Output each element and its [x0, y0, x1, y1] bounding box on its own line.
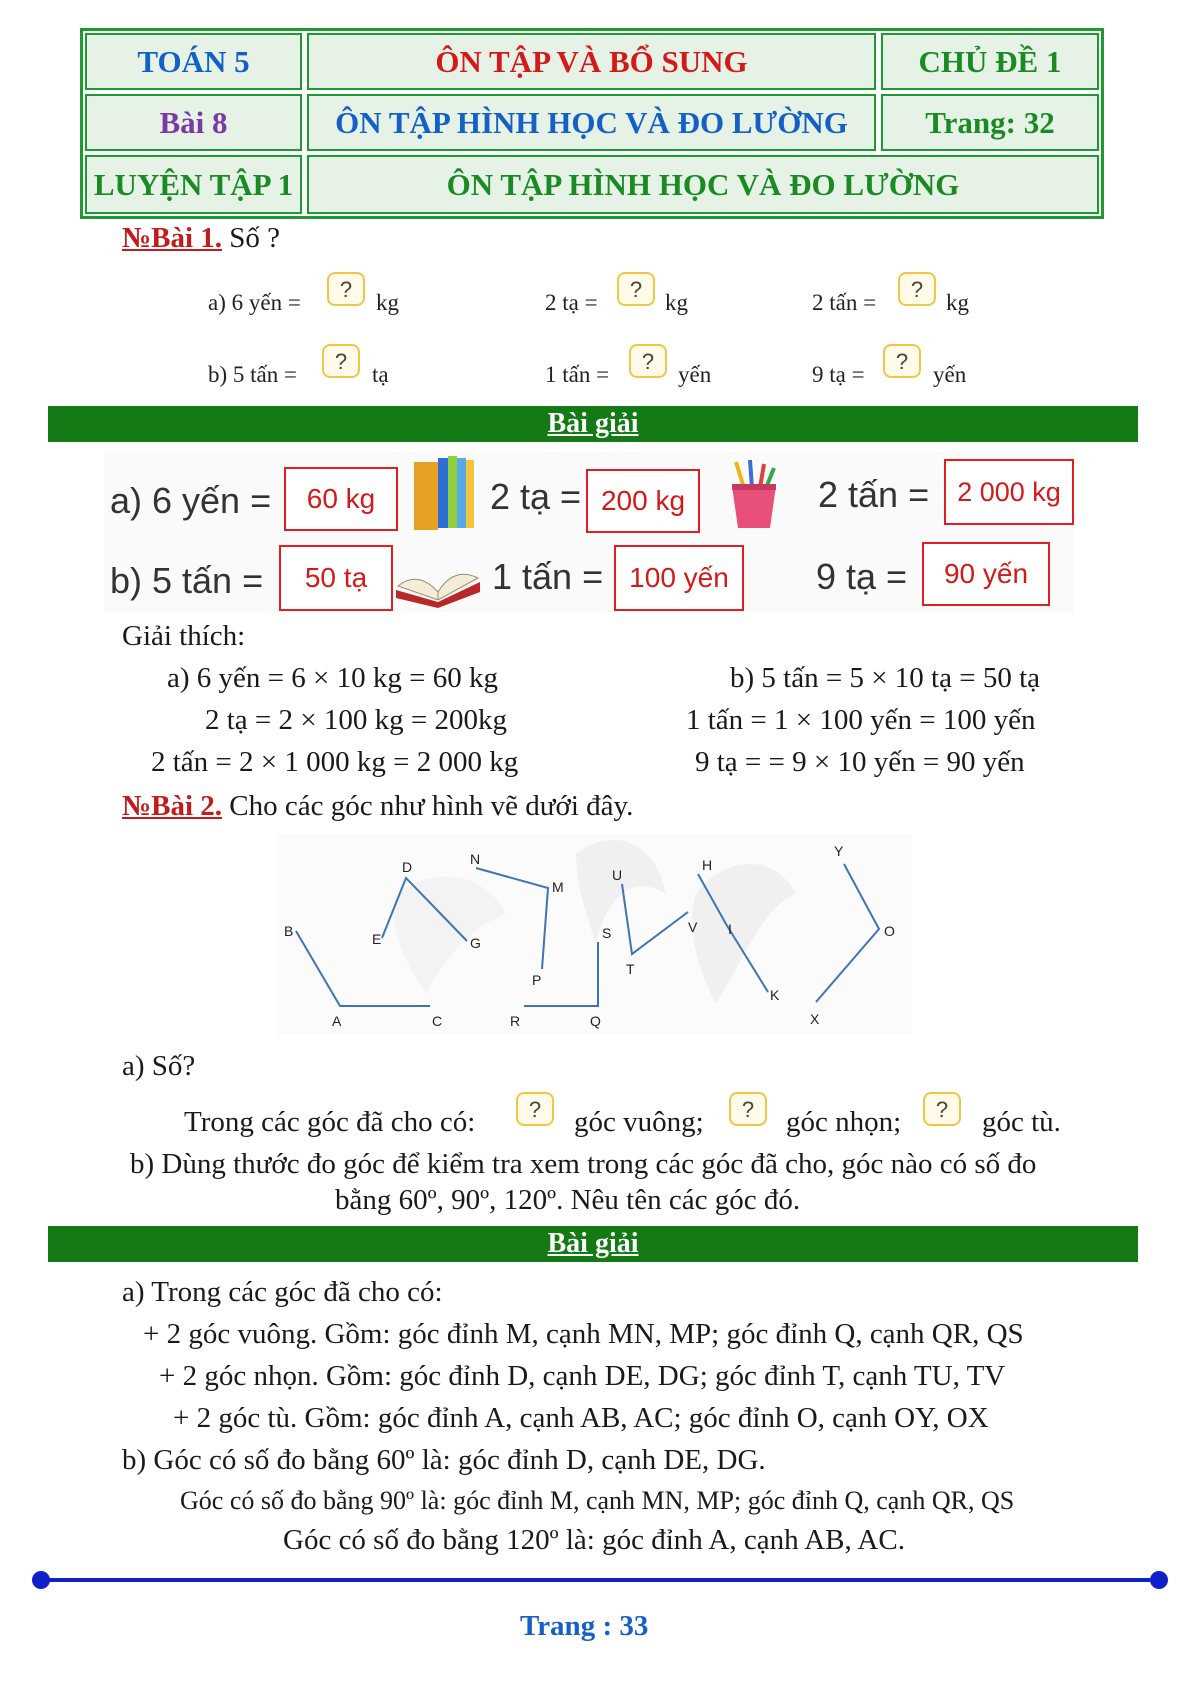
bai1-heading — [122, 222, 280, 255]
bai1-q4-pre: b) 5 tấn = — [208, 362, 297, 387]
answer-box[interactable]: ? — [898, 272, 936, 306]
point-label: S — [602, 925, 612, 941]
bai2-sentence-4: góc tù. — [982, 1106, 1061, 1138]
header-lesson: Bài 8 — [85, 94, 302, 151]
answer-value-4: 50 tạ — [279, 545, 393, 611]
answer-expr-1: a) 6 yến = — [110, 480, 272, 521]
answer-box[interactable]: ? — [923, 1092, 961, 1126]
footer-divider — [40, 1578, 1150, 1582]
angles-figure — [276, 834, 912, 1034]
solution-banner: Bài giải — [48, 1226, 1138, 1262]
bai2-sentence-1: Trong các góc đã cho có: — [184, 1106, 476, 1138]
bai1-q3-unit: kg — [946, 290, 969, 315]
answer-value-3: 2 000 kg — [944, 459, 1074, 525]
point-label: I — [728, 921, 732, 937]
solution-banner: Bài giải — [48, 406, 1138, 442]
point-label: A — [332, 1013, 342, 1029]
bai1-q1-pre: a) 6 yến = — [208, 290, 301, 315]
bai2-part-b-line2: bằng 60º, 90º, 120º. Nêu tên các góc đó. — [335, 1184, 801, 1216]
bai1-q4-unit: tạ — [372, 362, 389, 387]
bai1-q2-pre: 2 tạ = — [545, 290, 598, 315]
explain-line: 9 tạ = = 9 × 10 yến = 90 yến — [695, 746, 1025, 778]
bai1-question: Số ? — [229, 222, 281, 254]
answer-value-1: 60 kg — [284, 467, 398, 531]
point-label: C — [432, 1013, 443, 1029]
answer-box[interactable]: ? — [617, 272, 655, 306]
point-label: H — [702, 857, 713, 873]
header-page: Trang: 32 — [881, 94, 1099, 151]
bai2-question: Cho các góc như hình vẽ dưới đây. — [229, 790, 634, 822]
bai2-sentence-2: góc vuông; — [574, 1106, 704, 1138]
bai1-q6-unit: yến — [933, 362, 967, 387]
answer-box[interactable]: ? — [322, 344, 360, 378]
answer-box[interactable]: ? — [629, 344, 667, 378]
answer-box[interactable]: ? — [327, 272, 365, 306]
answer-box[interactable]: ? — [516, 1092, 554, 1126]
footer-page-number: Trang : 33 — [520, 1610, 649, 1642]
header-lesson-title: ÔN TẬP HÌNH HỌC VÀ ĐO LƯỜNG — [307, 94, 876, 151]
point-label: Y — [834, 843, 844, 859]
point-label: T — [626, 961, 635, 977]
explain-line: b) 5 tấn = 5 × 10 tạ = 50 tạ — [730, 662, 1041, 694]
bai2-sentence-3: góc nhọn; — [786, 1106, 902, 1138]
bai1-q5-unit: yến — [678, 362, 712, 387]
header-chapter: CHỦ ĐỀ 1 — [881, 33, 1099, 90]
bai1-q1-unit: kg — [376, 290, 399, 315]
open-book-icon — [392, 552, 484, 608]
answer-value-6: 90 yến — [922, 542, 1050, 606]
bai2-part-a: a) Số? — [122, 1050, 196, 1082]
point-label: Q — [590, 1013, 601, 1029]
answer-expr-5: 1 tấn = — [492, 556, 604, 597]
header-practice: LUYỆN TẬP 1 — [85, 155, 302, 214]
explain-title: Giải thích: — [122, 620, 246, 652]
books-icon — [410, 454, 478, 532]
point-label: X — [810, 1011, 820, 1027]
answer-expr-6: 9 tạ = — [816, 556, 908, 597]
bai2-solution-a-title: a) Trong các góc đã cho có: — [122, 1276, 443, 1308]
bai1-q6-pre: 9 tạ = — [812, 362, 865, 387]
explain-line: 2 tạ = 2 × 100 kg = 200kg — [205, 704, 507, 736]
point-label: P — [532, 972, 542, 988]
header-table — [80, 28, 1104, 219]
point-label: B — [284, 923, 294, 939]
answer-expr-4: b) 5 tấn = — [110, 560, 264, 601]
divider-dot-right — [1150, 1571, 1168, 1589]
bai2-solution-b-line: Góc có số đo bằng 90º là: góc đỉnh M, cạnh MN, MP; góc đỉnh Q, cạnh QR, QS — [180, 1486, 1015, 1515]
point-label: M — [552, 879, 564, 895]
answer-box[interactable]: ? — [883, 344, 921, 378]
answer-expr-2: 2 tạ = — [490, 476, 582, 517]
pencil-cup-icon — [726, 458, 782, 530]
bai1-q5-pre: 1 tấn = — [545, 362, 610, 387]
header-practice-title: ÔN TẬP HÌNH HỌC VÀ ĐO LƯỜNG — [307, 155, 1099, 214]
explain-line: a) 6 yến = 6 × 10 kg = 60 kg — [167, 662, 498, 694]
point-label: U — [612, 867, 623, 883]
answer-value-5: 100 yến — [614, 545, 744, 611]
point-label: O — [884, 923, 895, 939]
bai2-solution-b-line: b) Góc có số đo bằng 60º là: góc đỉnh D, cạnh DE, DG. — [122, 1444, 766, 1476]
point-label: G — [470, 935, 481, 951]
divider-dot-left — [32, 1571, 50, 1589]
header-topic: ÔN TẬP VÀ BỔ SUNG — [307, 33, 876, 90]
answer-box[interactable]: ? — [729, 1092, 767, 1126]
bai2-part-b-line1: b) Dùng thước đo góc để kiểm tra xem trong các góc đã cho, góc nào có số đo — [130, 1148, 1037, 1180]
answer-value-2: 200 kg — [586, 469, 700, 533]
bai1-q2-unit: kg — [665, 290, 688, 315]
bai2-solution-line: + 2 góc vuông. Gồm: góc đỉnh M, cạnh MN, MP; góc đỉnh Q, cạnh QR, QS — [143, 1318, 1024, 1350]
bai2-solution-b-line: Góc có số đo bằng 120º là: góc đỉnh A, cạnh AB, AC. — [283, 1524, 905, 1556]
bai2-heading — [122, 790, 633, 823]
point-label: V — [688, 919, 698, 935]
answer-expr-3: 2 tấn = — [818, 474, 930, 515]
point-label: E — [372, 931, 382, 947]
bai2-solution-line: + 2 góc nhọn. Gồm: góc đỉnh D, cạnh DE, DG; góc đỉnh T, cạnh TU, TV — [159, 1360, 1006, 1392]
explain-line: 2 tấn = 2 × 1 000 kg = 2 000 kg — [151, 746, 519, 778]
point-label: N — [470, 851, 481, 867]
point-label: D — [402, 859, 413, 875]
point-label: K — [770, 987, 780, 1003]
point-label: R — [510, 1013, 521, 1029]
bai1-label: №Bài 1. — [122, 222, 223, 254]
header-subject: TOÁN 5 — [85, 33, 302, 90]
explain-line: 1 tấn = 1 × 100 yến = 100 yến — [686, 704, 1036, 736]
bai2-label: №Bài 2. — [122, 790, 223, 822]
bai2-solution-line: + 2 góc tù. Gồm: góc đỉnh A, cạnh AB, AC; góc đỉnh O, cạnh OY, OX — [173, 1402, 989, 1434]
bai1-q3-pre: 2 tấn = — [812, 290, 877, 315]
